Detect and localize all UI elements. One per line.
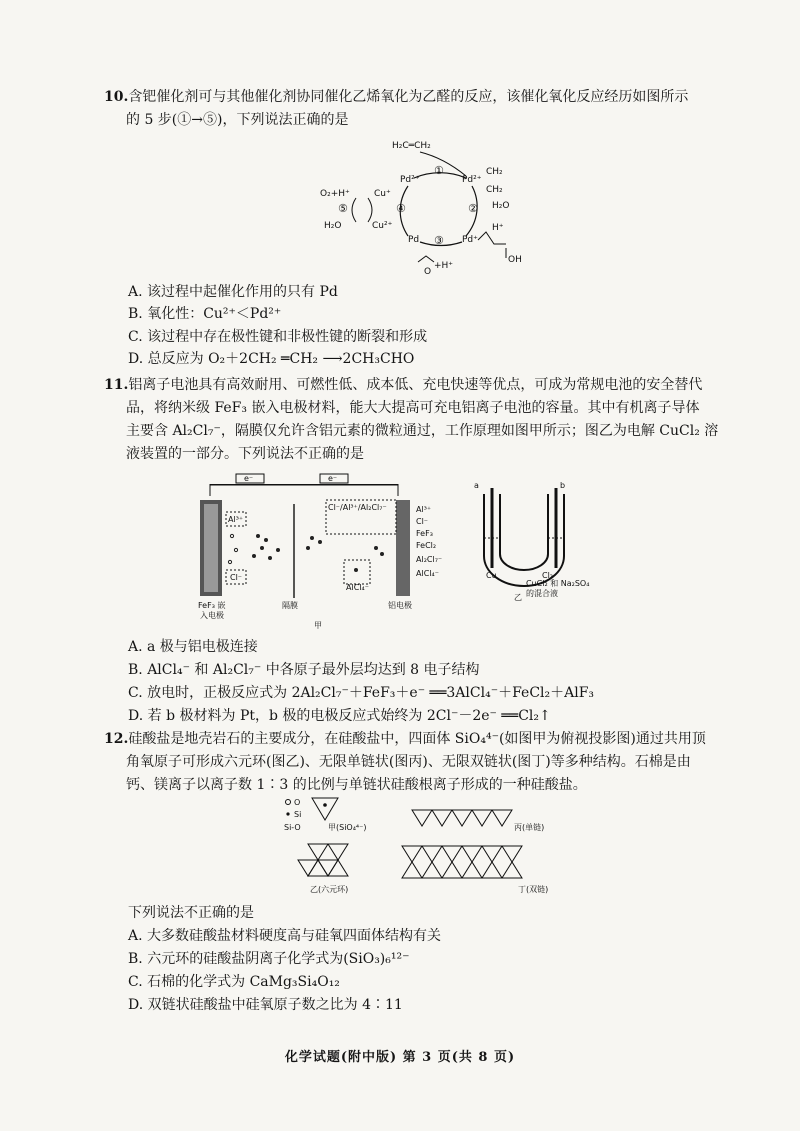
q11-legend-al2cl7: Al₂Cl₇⁻ — [416, 555, 443, 564]
q11-external-wire — [210, 484, 398, 486]
q10-option-b[interactable]: B. 氧化性：Cu²⁺＜Pd²⁺ — [128, 306, 282, 322]
q11-figure-jia-caption: 甲 — [314, 621, 322, 630]
q11-number: 11. — [104, 377, 129, 393]
q11-legend — [416, 505, 442, 578]
q10-h-plus-right: H⁺ — [492, 223, 504, 233]
q10-step-1: ① — [434, 164, 444, 177]
q10-cu2: Cu²⁺ — [372, 221, 393, 231]
q12-legend-o-dot — [286, 800, 291, 805]
q10-option-c[interactable]: C. 该过程中存在极性键和非极性键的断裂和形成 — [128, 329, 428, 345]
q12-stem-line1 — [104, 728, 724, 751]
q11-left-electrode-inner — [204, 504, 218, 592]
q11-al3-label: Al³⁺ — [228, 515, 244, 524]
q12-legend-si-dot — [286, 812, 289, 815]
q12-legend-sio: Si-O — [284, 823, 301, 832]
q10-h2o-right: H₂O — [492, 201, 510, 211]
q12-double-chain — [402, 846, 522, 878]
q12-six-ring — [298, 844, 348, 876]
q11-cl-label: Cl⁻ — [230, 573, 243, 582]
q11-legend-alcl4: AlCl₄⁻ — [416, 569, 439, 578]
q10-pd2-right: Pd²⁺ — [462, 175, 482, 185]
q11-option-a[interactable]: A. a 极与铝电极连接 — [128, 639, 258, 655]
q11-alcl4-box — [344, 560, 370, 584]
q10-ethanol-chain — [478, 232, 506, 244]
q11-line1-text: 铝离子电池具有高效耐用、可燃性低、成本低、充电快速等优点，可成为常规电池的安全替代 — [128, 377, 703, 393]
q11-stem-line3: 主要含 Al₂Cl₇⁻，隔膜仅允许含铝元素的微粒通过，工作原理如图甲所示；图乙为电解 CuCl₂ 溶 — [126, 423, 719, 439]
q11-cu-label: Cu — [486, 571, 497, 580]
q11-stem-line2: 品，将纳米级 FeF₃ 嵌入电极材料，能大大提高可充电铝离子电池的容量。其中有机离子导体 — [126, 400, 700, 416]
q11-u-tube-figure — [470, 478, 600, 602]
page-footer: 化学试题(附中版) 第 3 页(共 8 页) — [284, 1050, 516, 1065]
q12-option-b[interactable]: B. 六元环的硅酸盐阴离子化学式为(SiO₃)₆¹²⁻ — [128, 951, 410, 967]
q11-cl2-label: Cl₂ — [542, 571, 554, 580]
q10-pd2-left: Pd²⁺ — [400, 175, 420, 185]
q10-acetaldehyde — [418, 256, 434, 262]
q11-aluminum-electrode — [396, 500, 410, 596]
q10-o2h: O₂+H⁺ — [320, 189, 350, 199]
q10-h-plus-bottom: +H⁺ — [434, 261, 454, 271]
q10-step-2: ② — [468, 202, 478, 215]
q11-option-b[interactable]: B. AlCl₄⁻ 和 Al₂Cl₇⁻ 中各原子最外层均达到 8 电子结构 — [128, 662, 480, 678]
q11-fef3-electrode-label: FeF₃ 嵌 — [198, 601, 226, 610]
q11-electrode-b: b — [560, 481, 566, 490]
q10-step-5: ⑤ — [338, 202, 348, 215]
q11-solution-label-1: CuCl₂ 和 Na₂SO₄ — [526, 579, 590, 588]
q11-legend-al3: Al³⁺ — [416, 505, 432, 514]
q10-h2o-left: H₂O — [324, 221, 342, 231]
q10-pd-plus: Pd⁺ — [462, 235, 478, 245]
question-10 — [104, 86, 724, 132]
q12-silicate-figure — [282, 796, 562, 900]
q10-cu-plus: Cu⁺ — [374, 189, 391, 199]
q11-legend-fecl2: FeCl₂ — [416, 541, 437, 550]
q12-legend-si: Si — [294, 810, 302, 819]
q11-legend-fef3: FeF₃ — [416, 529, 433, 538]
q11-molecules — [228, 534, 384, 572]
q12-legend-o: O — [294, 798, 301, 807]
q11-option-c[interactable]: C. 放电时，正极反应式为 2Al₂Cl₇⁻＋FeF₃＋e⁻ ══3AlCl₄⁻＋FeCl₂＋AlF₃ — [128, 685, 595, 701]
q11-membrane-label: 隔膜 — [282, 601, 298, 610]
q12-option-d[interactable]: D. 双链状硅酸盐中硅氧原子数之比为 4∶11 — [128, 997, 403, 1013]
q10-pd-bottom: Pd — [408, 235, 420, 245]
q11-aluminum-electrode-label: 铝电极 — [388, 601, 412, 610]
q11-u-tube-inner — [500, 494, 548, 570]
q10-stem-line2: 的 5 步(①→⑤)，下列说法正确的是 — [126, 112, 349, 128]
q12-option-c[interactable]: C. 石棉的化学式为 CaMg₃Si₄O₁₂ — [128, 974, 340, 990]
q10-line1-text: 含钯催化剂可与其他催化剂协同催化乙烯氧化为乙醛的反应，该催化氧化反应经历如图所示 — [128, 89, 689, 105]
q11-fef3-electrode-label2: 入电极 — [200, 611, 224, 620]
q12-tetrahedron-jia — [312, 798, 338, 820]
q10-catalytic-cycle-figure — [316, 136, 536, 278]
q11-legend-cl: Cl⁻ — [416, 517, 429, 526]
q12-ding-label: 丁(双链) — [518, 885, 549, 894]
q12-option-a[interactable]: A. 大多数硅酸盐材料硬度高与硅氧四面体结构有关 — [128, 928, 442, 944]
q10-stem-line1 — [104, 86, 724, 109]
q11-option-d[interactable]: D. 若 b 极材料为 Pt，b 极的电极反应式始终为 2Cl⁻－2e⁻ ══Cl₂↑ — [128, 708, 551, 724]
q10-arrow-5b — [368, 198, 372, 222]
q11-electron-right: e⁻ — [328, 474, 338, 483]
q11-electrode-a: a — [474, 481, 479, 490]
q10-step-4: ④ — [396, 202, 406, 215]
q10-arrow-5a — [352, 198, 356, 222]
q12-yi-label: 乙(六元环) — [310, 885, 349, 894]
q10-ethylene: H₂C═CH₂ — [392, 141, 431, 151]
q12-single-chain — [412, 810, 512, 826]
q11-alcl4-label: AlCl₄⁻ — [346, 583, 369, 592]
q10-ch2-bottom: CH₂ — [486, 185, 503, 195]
q10-oh: OH — [508, 255, 522, 265]
q11-electron-left: e⁻ — [244, 474, 254, 483]
q12-bing-label: 丙(单链) — [514, 823, 545, 832]
q12-number: 12. — [104, 731, 129, 747]
q12-jia-label: 甲(SiO₄⁴⁻) — [328, 823, 367, 832]
q11-ion-box-label: Cl⁻/Al³⁺/Al₂Cl₇⁻ — [328, 503, 387, 512]
q10-ch2-top: CH₂ — [486, 167, 503, 177]
q11-battery-figure — [196, 466, 456, 632]
q12-tetrahedron-si — [323, 803, 327, 807]
question-11 — [104, 374, 724, 466]
q12-line1-text: 硅酸盐是地壳岩石的主要成分，在硅酸盐中，四面体 SiO₄⁴⁻(如图甲为俯视投影图)通过共用顶 — [128, 731, 706, 747]
q10-aldehyde-o: O — [424, 267, 432, 277]
q10-step-3: ③ — [434, 234, 444, 247]
q12-stem-question: 下列说法不正确的是 — [128, 905, 254, 921]
q10-number: 10. — [104, 89, 129, 105]
q10-option-a[interactable]: A. 该过程中起催化作用的只有 Pd — [128, 284, 338, 300]
q10-option-d[interactable]: D. 总反应为 O₂＋2CH₂ ═CH₂ ⟶2CH₃CHO — [128, 351, 415, 367]
q11-stem-line4: 液装置的一部分。下列说法不正确的是 — [126, 446, 364, 462]
q11-solution-label-2: 的混合液 — [526, 589, 558, 598]
q12-stem-line3: 钙、镁离子以离子数 1∶3 的比例与单链状硅酸根离子形成的一种硅酸盐。 — [126, 777, 587, 793]
q11-figure-yi-caption: 乙 — [514, 593, 522, 602]
question-12 — [104, 728, 724, 797]
q11-stem-line1 — [104, 374, 724, 397]
q12-stem-line2: 角氧原子可形成六元环(图乙)、无限单链状(图丙)、无限双链状(图丁)等多种结构。石棉是由 — [126, 754, 691, 770]
